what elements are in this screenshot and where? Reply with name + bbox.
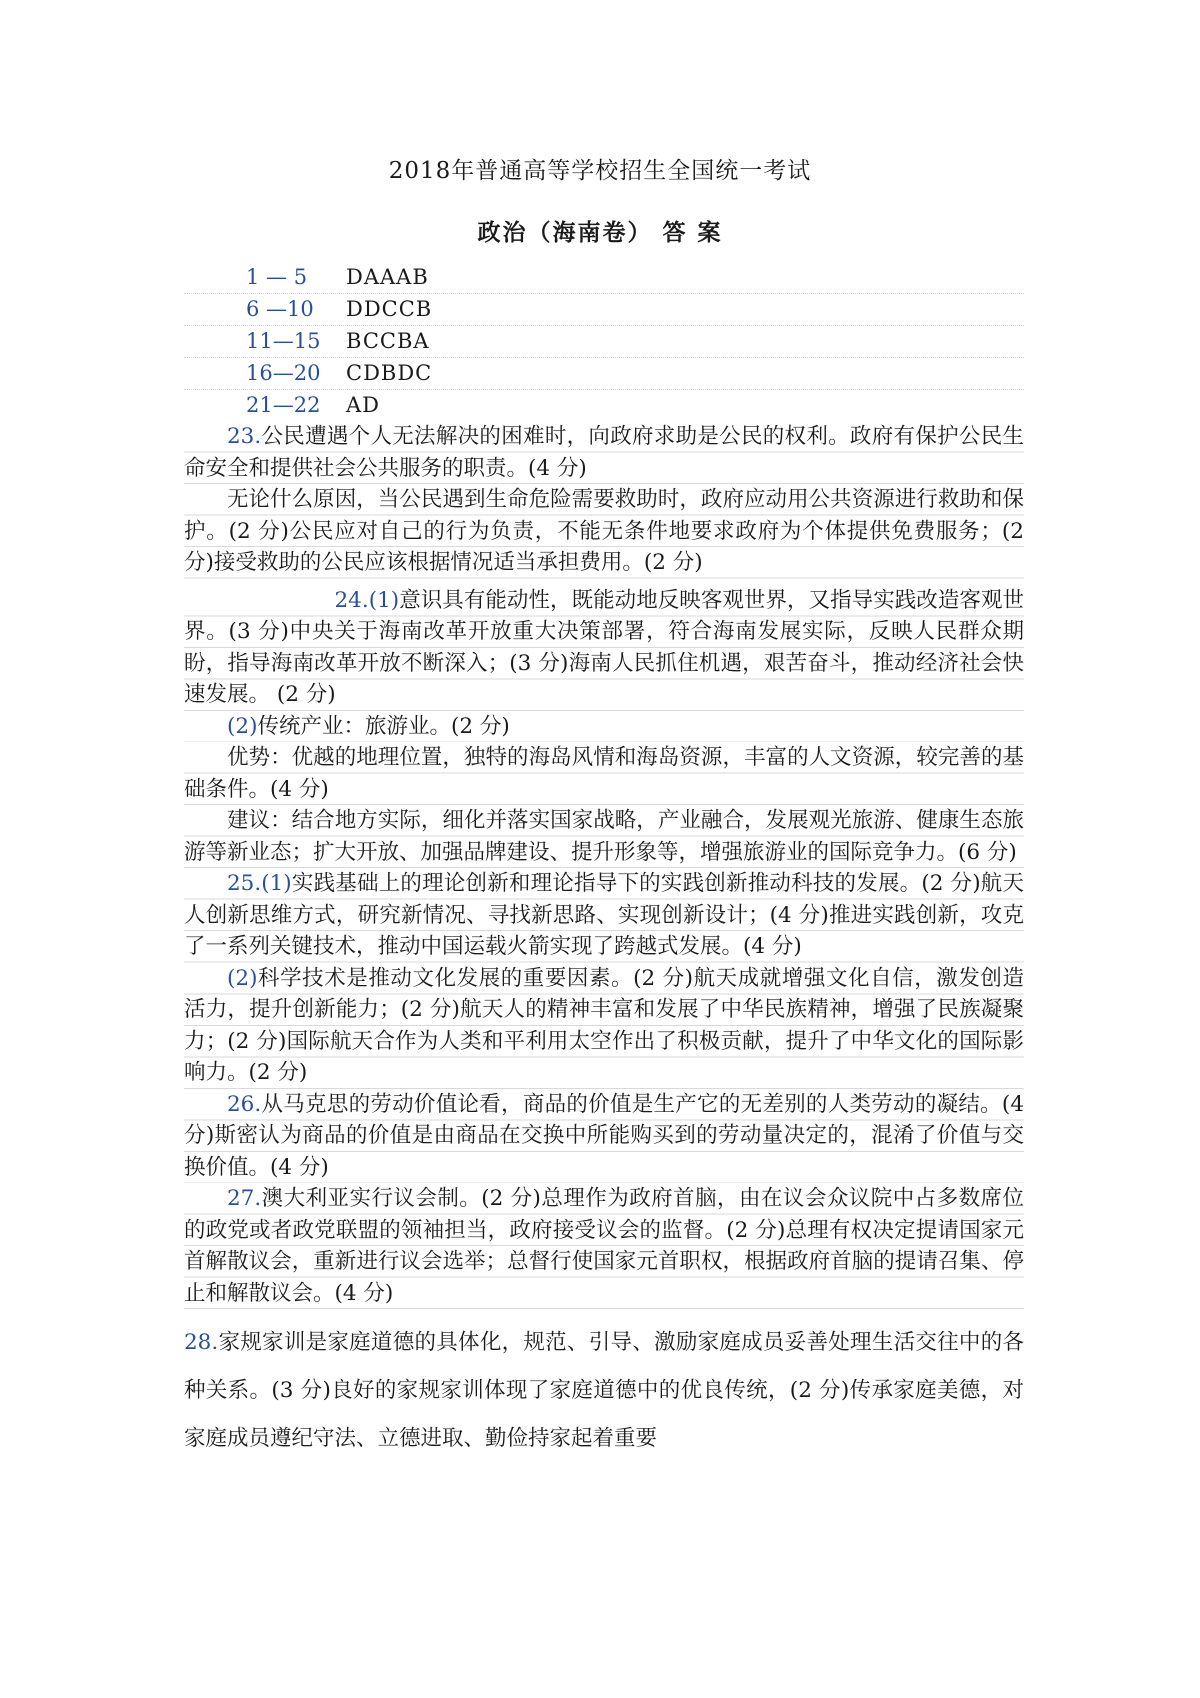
question-number: 25.(1): [227, 871, 292, 896]
mc-answer: DDCCB: [346, 297, 433, 321]
answer-q26: 26.从马克思的劳动价值论看，商品的价值是生产它的无差别的人类劳动的凝结。(4 分)斯密认为商品的价值是由商品在交换中所能购买到的劳动量决定的，混淆了价值与交换价值。(4 分): [184, 1089, 1024, 1184]
mc-range: 6 —10: [246, 297, 314, 321]
answer-q24-part1: 24.(1)意识具有能动性，既能动地反映客观世界，又指导实践改造客观世界。(3 分)中央关于海南改革开放重大决策部署，符合海南发展实际，反映人民群众期盼，指导海南改革开放不断深入；(3 分)海南人民抓住机遇，艰苦奋斗，推动经济社会快速发展。 (2 分): [184, 585, 1024, 711]
answer-q24-part2: (2)传统产业：旅游业。(2 分): [184, 711, 1024, 743]
mc-row: [184, 358, 1024, 390]
mc-row: [184, 390, 1024, 421]
mc-row: [184, 326, 1024, 358]
mc-row: [184, 294, 1024, 326]
answer-q24-advantages: 优势：优越的地理位置，独特的海岛风情和海岛资源，丰富的人文资源，较完善的基础条件。(4 分): [184, 742, 1024, 805]
question-number: 28.: [184, 1330, 219, 1355]
mc-row: [184, 262, 1024, 294]
mc-range: 16—20: [246, 361, 321, 385]
answer-q28: 28.家规家训是家庭道德的具体化，规范、引导、激励家庭成员妥善处理生活交往中的各种关系。(3 分)良好的家规家训体现了家庭道德中的优良传统，(2 分)传承家庭美德，对家庭成员遵纪守法、立德进取、勤俭持家起着重要: [184, 1330, 1024, 1451]
mc-range: 11—15: [246, 329, 321, 353]
mc-answer: AD: [346, 393, 381, 417]
question-number: 24.(1): [334, 587, 400, 613]
question-number: (2): [227, 965, 258, 991]
mc-answer: DAAAB: [346, 265, 429, 289]
answer-q27: 27.澳大利亚实行议会制。(2 分)总理作为政府首脑，由在议会众议院中占多数席位的政党或者政党联盟的领袖担当，政府接受议会的监督。(2 分)总理有权决定提请国家元首解散议会，重新进行议会选举；总督行使国家元首职权，根据政府首脑的提请召集、停止和解散议会。(4 分): [184, 1183, 1024, 1309]
answer-q25-part2: (2)科学技术是推动文化发展的重要因素。(2 分)航天成就增强文化自信，激发创造活力，提升创新能力；(2 分)航天人的精神丰富和发展了中华民族精神，增强了民族凝聚力；(2 分)国际航天合作为人类和平利用太空作出了积极贡献，提升了中华文化的国际影响力。(2 分): [184, 963, 1024, 1089]
mc-range: 1 — 5: [246, 265, 308, 289]
mc-range: 21—22: [246, 393, 321, 417]
document-subtitle: 政治（海南卷） 答 案: [477, 219, 723, 246]
mc-answer: CDBDC: [346, 361, 433, 385]
question-number: (2): [227, 713, 258, 739]
answer-content: [184, 262, 1024, 1485]
multiple-choice-answers: [184, 262, 1024, 421]
question-number: 27.: [227, 1186, 262, 1211]
question-number: 26.: [227, 1091, 262, 1117]
answer-q24-suggestions: 建议：结合地方实际，细化并落实国家战略，产业融合，发展观光旅游、健康生态旅游等新业态；扩大开放、加强品牌建设、提升形象等，增强旅游业的国际竞争力。(6 分): [184, 805, 1024, 868]
question-number: 23.: [227, 424, 262, 449]
answer-q23-part1: 23.公民遭遇个人无法解决的困难时，向政府求助是公民的权利。政府有保护公民生命安全和提供社会公共服务的职责。(4 分): [184, 421, 1024, 484]
document-title: 2018年普通高等学校招生全国统一考试: [388, 158, 812, 184]
mc-answer: BCCBA: [346, 329, 430, 353]
answer-q25-part1: 25.(1)实践基础上的理论创新和理论指导下的实践创新推动科技的发展。(2 分)航天人创新思维方式，研究新情况、寻找新思路、实现创新设计；(4 分)推进实践创新，攻克了一系列关键技术，推动中国运载火箭实现了跨越式发展。(4 分): [184, 868, 1024, 963]
answer-q23-part2: 无论什么原因，当公民遇到生命危险需要救助时，政府应动用公共资源进行救助和保护。(2 分)公民应对自己的行为负责，不能无条件地要求政府为个体提供免费服务；(2 分)接受救助的公民应该根据情况适当承担费用。(2 分): [184, 484, 1024, 579]
